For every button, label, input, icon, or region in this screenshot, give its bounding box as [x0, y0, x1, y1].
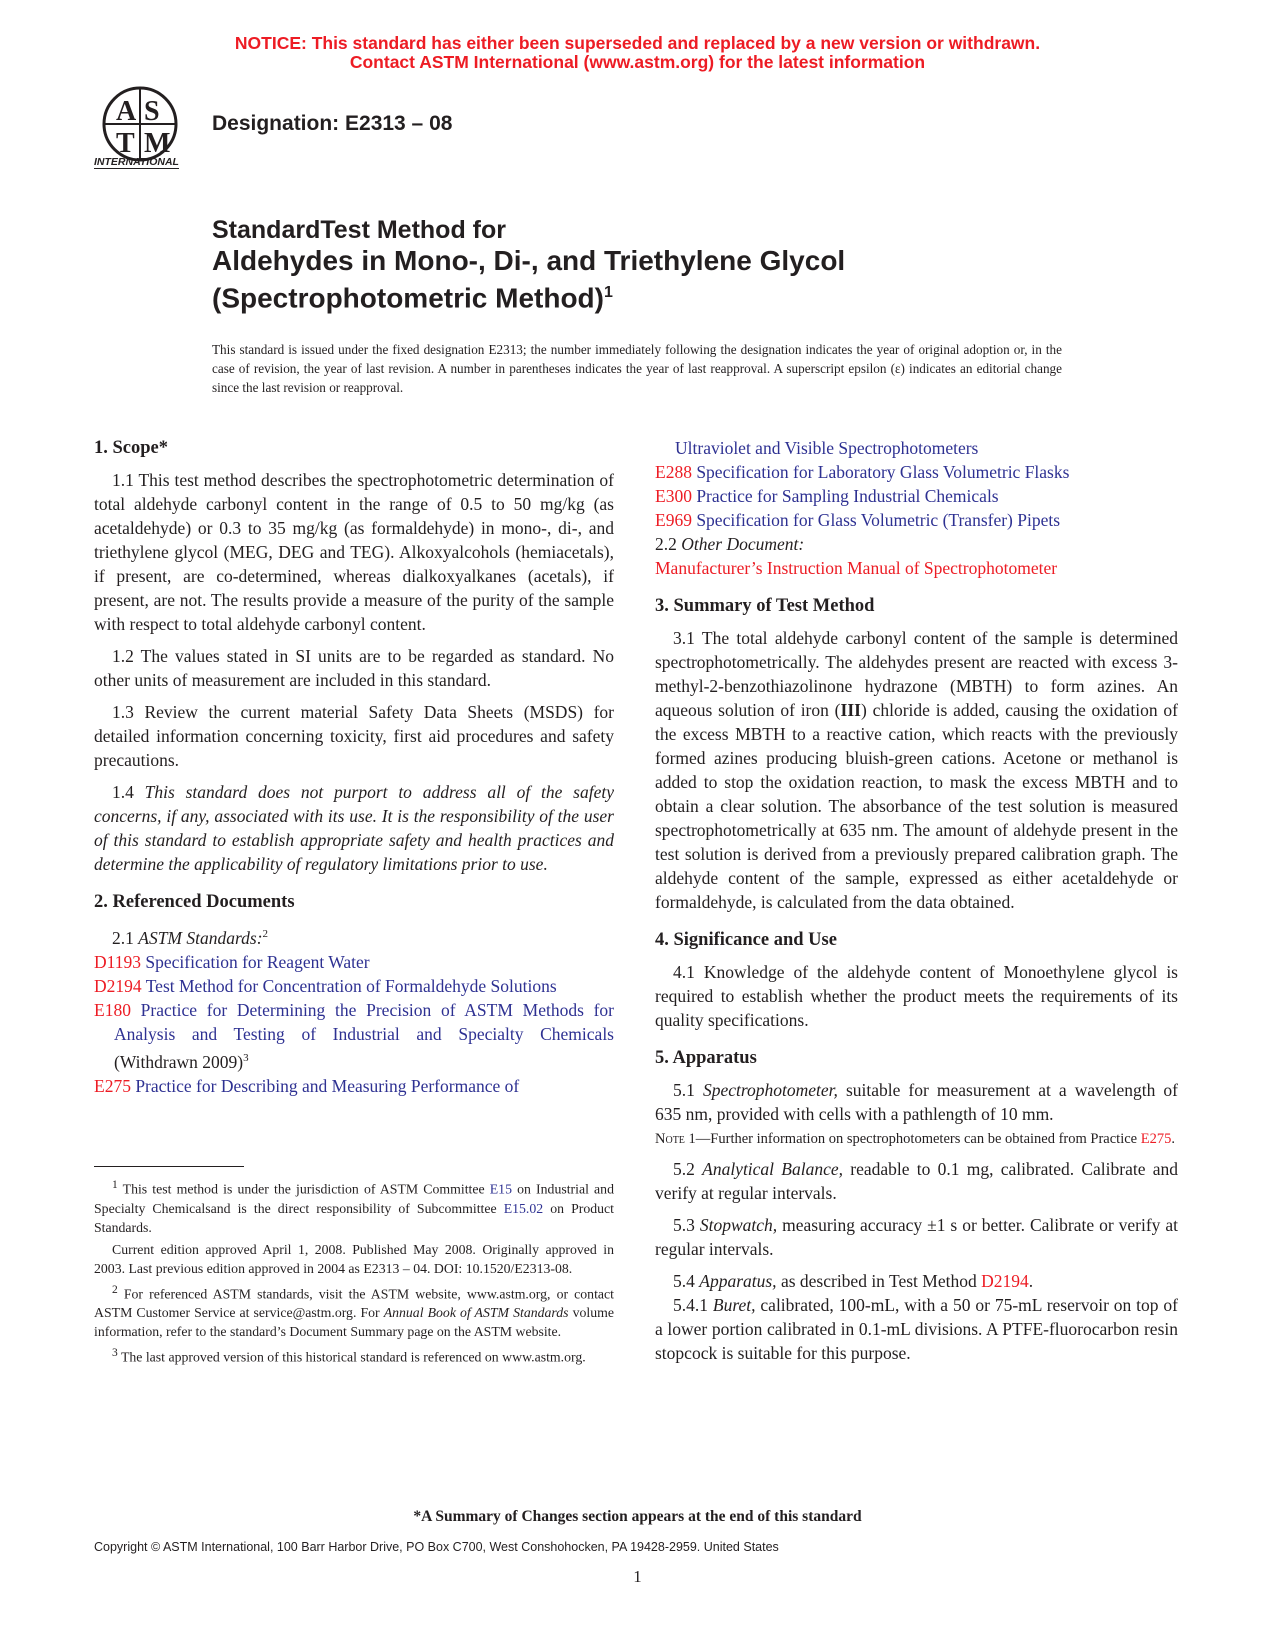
- ref-e969[interactable]: [655, 508, 1178, 532]
- apparatus-heading: 5. Apparatus: [655, 1048, 757, 1068]
- fn2-italic: Annual Book of ASTM Standards: [383, 1305, 569, 1321]
- ref-title[interactable]: Practice for Describing and Measuring Performance of: [135, 1075, 520, 1096]
- summary-text-c: ) chloride is added, causing the oxidation of the excess MBTH to a reactive cation, which reacts with the previously formed azines producing bluish-green cations. Acetone or methanol is added to stop the oxidation reaction, to mask the excess MBTH and to obtain a clear solution. The absorbance of the test solution is measured spectrophotometrically at 635 nm. The amount of aldehyde present in the test solution is derived from a previously prepared calibration graph. The aldehyde content of the sample, expressed as either acetaldehyde or formaldehyde, is calculated from the data obtained.: [655, 700, 1179, 912]
- title-line-3-text: (Spectrophotometric Method): [212, 282, 604, 314]
- scope-1-1: 1.1 This test method describes the spectrophotometric determination of total aldehyde carbonyl content in the range of 0.5 to 50 mg/kg (as acetaldehyde) or 0.3 to 35 mg/kg (as formaldehyde) in mono-, di-, and triethylene glycol (MEG, DEG and TEG). Alkoxyalcohols (hemiacetals), if present, are co-determined, whereas dialkoxyalkanes (acetals), if present, are not. The results provide a measure of the purity of the sample with respect to total aldehyde carbonyl content.: [94, 470, 614, 634]
- apparatus-5-4-1: [655, 1293, 1178, 1365]
- a54-end: .: [1028, 1271, 1034, 1291]
- footnote-3: [94, 1344, 614, 1367]
- note-text: 1—Further information on spectrophotometers can be obtained from Practice: [684, 1131, 1141, 1147]
- apparatus-5-2: [655, 1157, 1178, 1205]
- note-label: Note: [655, 1131, 685, 1147]
- significance-heading: 4. Significance and Use: [655, 930, 837, 950]
- ref-code[interactable]: E288: [655, 462, 692, 482]
- ref-e300[interactable]: [655, 484, 1178, 508]
- ref-suffix: (Withdrawn 2009): [114, 1051, 244, 1072]
- summary-heading: 3. Summary of Test Method: [655, 596, 875, 616]
- fn3-mark: 3: [112, 1347, 118, 1360]
- note-1: [655, 1130, 1178, 1149]
- designation: Designation: E2313 – 08: [212, 112, 453, 135]
- ref-title[interactable]: Specification for Glass Volumetric (Transfer) Pipets: [696, 510, 1061, 530]
- ref-e180[interactable]: [94, 998, 614, 1074]
- right-column: [655, 436, 1178, 1373]
- ref-manufacturer-manual[interactable]: Manufacturer’s Instruction Manual of Spectrophotometer: [655, 558, 1058, 578]
- ref-d1193[interactable]: [94, 950, 614, 974]
- footnote-1-edition: Current edition approved April 1, 2008. Published May 2008. Originally approved in 2003. Last previous edition approved in 2004 as E2313 – 04. DOI: 10.1520/E2313-08.: [94, 1241, 614, 1276]
- other-document-label: [655, 532, 1178, 556]
- ref-d2194[interactable]: [94, 974, 614, 998]
- a53-text: measuring accuracy ±1 s or better. Calibrate or verify at regular intervals.: [655, 1215, 1178, 1259]
- notice-line-1: NOTICE: This standard has either been superseded and replaced by a new version or withdrawn.: [234, 33, 1041, 53]
- title-footnote-mark: 1: [604, 284, 613, 301]
- apparatus-5-4: [655, 1269, 1178, 1293]
- fn1-text-b: on Industrial and Specialty Chemicalsand is the direct responsibility of Subcommittee: [94, 1181, 614, 1216]
- footnotes: [94, 1176, 614, 1370]
- a51-num: 5.1: [673, 1080, 703, 1100]
- summary-text-a: 3.1 The total aldehyde carbonyl content of the sample is determined spectrophotometrically. The aldehydes present are reacted with excess 3-methyl-2-benzothiazolinone hydrazone (MBTH) to form azines. An aqueous solution of iron (: [655, 628, 1178, 720]
- summary-roman: III: [840, 700, 861, 720]
- ref-code[interactable]: E969: [655, 510, 692, 530]
- notice-line-2: Contact ASTM International (www.astm.org) for the latest information: [349, 52, 926, 72]
- a54-term: Apparatus,: [699, 1271, 777, 1291]
- ref-code[interactable]: E275: [94, 1075, 131, 1096]
- scope-1-3: 1.3 Review the current material Safety Data Sheets (MSDS) for detailed information concerning toxicity, first aid procedures and safety precautions.: [94, 702, 614, 770]
- sub1-mark: 2: [262, 928, 269, 940]
- note-end: .: [1171, 1131, 1175, 1147]
- astm-logo: [92, 84, 196, 180]
- fn3-text: The last approved version of this historical standard is referenced on www.astm.org.: [117, 1349, 586, 1365]
- apparatus-5-1: [655, 1078, 1178, 1126]
- a54-num: 5.4: [673, 1271, 700, 1291]
- summary-of-changes-note: *A Summary of Changes section appears at the end of this standard: [413, 1508, 862, 1525]
- a541-term: Buret,: [712, 1295, 756, 1315]
- scope-heading: 1. Scope*: [94, 438, 168, 458]
- ref-title[interactable]: Practice for Determining the Precision of ASTM Methods for Analysis and Testing of Industrial and Specialty Chemicals: [114, 999, 614, 1044]
- a53-term: Stopwatch,: [699, 1215, 778, 1235]
- footnote-2: [94, 1281, 614, 1342]
- ref-title[interactable]: Test Method for Concentration of Formaldehyde Solutions: [145, 975, 557, 996]
- sub1-label: ASTM Standards:: [138, 927, 263, 948]
- page-number: 1: [633, 1567, 642, 1586]
- a52-num: 5.2: [673, 1159, 703, 1179]
- fn1-text-a: This test method is under the jurisdiction of ASTM Committee: [117, 1181, 490, 1197]
- sub2-num: 2.2: [655, 534, 682, 554]
- logo-wordmark: INTERNATIONAL: [94, 156, 179, 168]
- fn2-text-b: volume information, refer to the standard’s Document Summary page on the ASTM website.: [94, 1305, 614, 1340]
- sub1-num: 2.1: [112, 927, 139, 948]
- svg-text:T: T: [116, 128, 135, 159]
- ref-code[interactable]: E180: [94, 999, 131, 1020]
- ref-title[interactable]: Specification for Laboratory Glass Volumetric Flasks: [696, 462, 1070, 482]
- document-title: [212, 216, 845, 314]
- fn2-text-a: For referenced ASTM standards, visit the ASTM website, www.astm.org, or contact ASTM Customer Service at service@astm.org. For: [94, 1286, 614, 1321]
- ref-code[interactable]: D2194: [94, 975, 142, 996]
- fn2-mark: 2: [112, 1283, 118, 1296]
- ref-code[interactable]: D1193: [94, 951, 141, 972]
- a51-term: Spectrophotometer,: [702, 1080, 838, 1100]
- astm-standards-label: [94, 922, 614, 950]
- apparatus-5-3: [655, 1213, 1178, 1261]
- a54-ref-d2194[interactable]: D2194: [981, 1271, 1029, 1291]
- ref-mark: 3: [243, 1051, 249, 1064]
- svg-text:S: S: [144, 96, 160, 127]
- ref-title[interactable]: Specification for Reagent Water: [145, 951, 370, 972]
- ref-title[interactable]: Practice for Sampling Industrial Chemicals: [696, 486, 999, 506]
- ref-e288[interactable]: [655, 460, 1178, 484]
- title-line-1: StandardTest Method for: [212, 216, 506, 244]
- supersession-notice: [0, 34, 1275, 72]
- sub2-label: Other Document:: [681, 534, 805, 554]
- summary-3-1: [655, 626, 1178, 914]
- a541-num: 5.4.1: [673, 1295, 713, 1315]
- fn1-mark: 1: [112, 1179, 118, 1191]
- svg-text:M: M: [144, 128, 171, 159]
- ref-code[interactable]: E300: [655, 486, 692, 506]
- left-column: [94, 436, 614, 1098]
- fn1-link-e15[interactable]: E15: [489, 1181, 512, 1197]
- a53-num: 5.3: [673, 1215, 700, 1235]
- scope-1-4-num: 1.4: [112, 782, 145, 802]
- fn1-text-c: on Product Standards.: [94, 1200, 614, 1235]
- a51-text: suitable for measurement at a wavelength of 635 nm, provided with cells with a pathlength of 10 mm.: [655, 1080, 1179, 1124]
- copyright: Copyright © ASTM International, 100 Barr Harbor Drive, PO Box C700, West Conshohocken, PA 19428-2959. United States: [94, 1540, 779, 1554]
- fn1-link-e1502[interactable]: E15.02: [503, 1200, 544, 1216]
- references-heading: 2. Referenced Documents: [94, 892, 295, 912]
- title-line-3: [212, 277, 845, 314]
- significance-4-1: 4.1 Knowledge of the aldehyde content of Monoethylene glycol is required to establish whether the product meets the requirements of its quality specifications.: [655, 962, 1178, 1030]
- a54-text: as described in Test Method: [776, 1271, 982, 1291]
- footnote-divider: [94, 1166, 244, 1167]
- ref-e275-tail[interactable]: Ultraviolet and Visible Spectrophotometers: [675, 438, 979, 458]
- a541-text: calibrated, 100-mL, with a 50 or 75-mL reservoir on top of a lower portion calibrated in 0.1-mL divisions. A PTFE-fluorocarbon resin stopcock is suitable for this purpose.: [655, 1295, 1179, 1363]
- ref-e275[interactable]: [94, 1074, 614, 1098]
- scope-1-2: 1.2 The values stated in SI units are to be regarded as standard. No other units of measurement are included in this standard.: [94, 646, 614, 690]
- scope-1-4: [94, 780, 614, 876]
- ref-e275-continued: [655, 436, 1178, 460]
- note-ref-e275[interactable]: E275: [1140, 1131, 1172, 1147]
- a52-term: Analytical Balance,: [702, 1159, 844, 1179]
- footnote-1: [94, 1176, 614, 1237]
- svg-text:A: A: [116, 96, 137, 127]
- scope-1-4-text: This standard does not purport to address all of the safety concerns, if any, associated with its use. It is the responsibility of the user of this standard to establish appropriate safety and health practices and determine the applicability of regulatory limitations prior to use.: [94, 782, 614, 874]
- issue-note: This standard is issued under the fixed designation E2313; the number immediately following the designation indicates the year of original adoption or, in the case of revision, the year of last revision. A number in parentheses indicates the year of last reapproval. A superscript epsilon (ε) indicates an editorial change since the last revision or reapproval.: [212, 342, 1062, 395]
- a52-text: readable to 0.1 mg, calibrated. Calibrate and verify at regular intervals.: [655, 1159, 1179, 1203]
- title-line-2: Aldehydes in Mono-, Di-, and Triethylene Glycol: [212, 245, 846, 276]
